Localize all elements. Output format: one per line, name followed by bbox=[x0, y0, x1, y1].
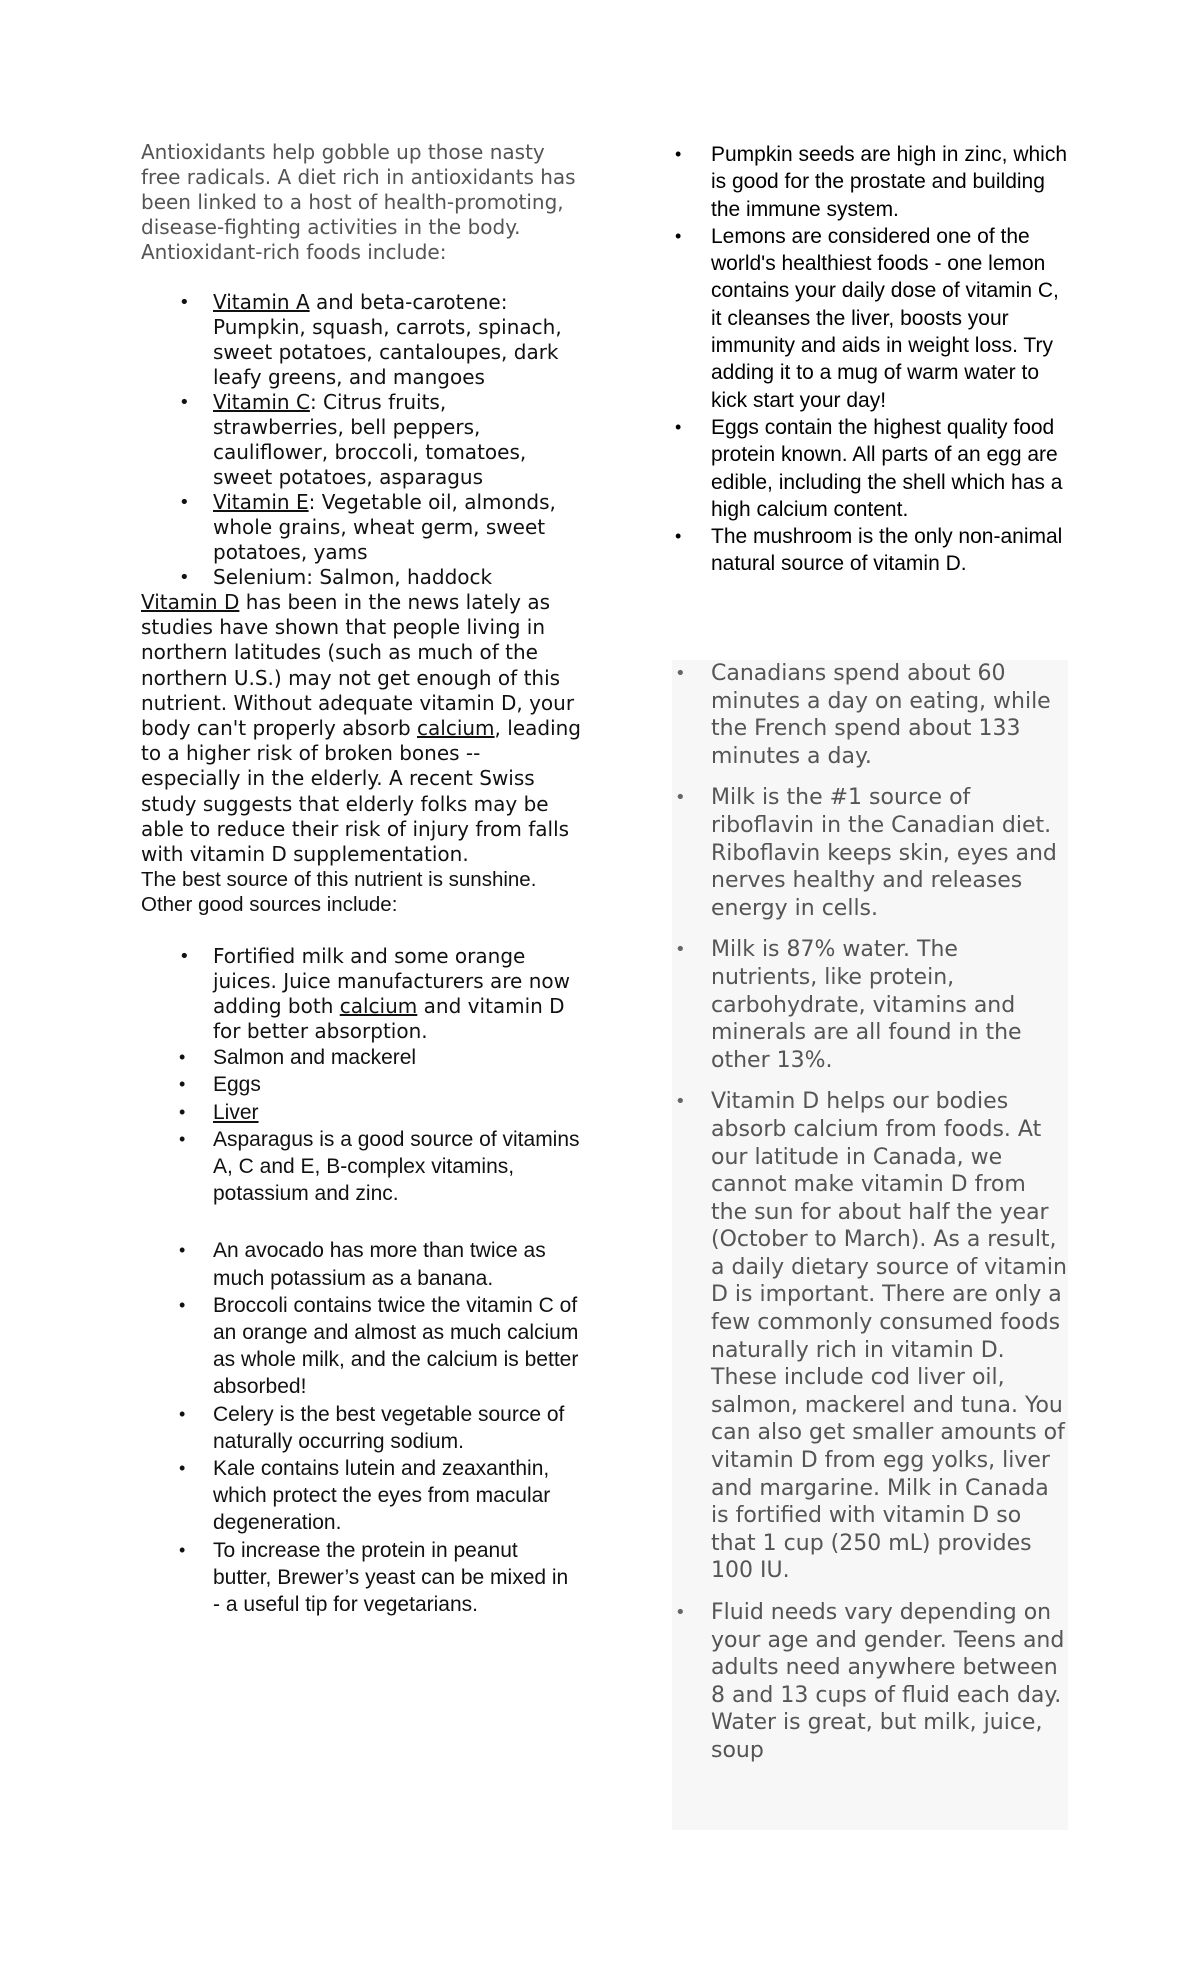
calcium-link[interactable]: calcium bbox=[417, 716, 495, 741]
canada-facts-list bbox=[672, 660, 1068, 1765]
list-item: • Eggs contain the highest quality food protein known. All parts of an egg are edible, including the shell which has a high calcium content. bbox=[711, 414, 1075, 523]
calcium-link[interactable]: calcium bbox=[339, 994, 418, 1019]
list-item: • Broccoli contains twice the vitamin C of an orange and almost as much calcium as whole milk, and the calcium is better absorbed! bbox=[213, 1292, 581, 1401]
list-item bbox=[213, 290, 581, 390]
vitamin-d-text-1: has been in the news lately as studies have shown that people living in northern latitudes (such as much of the northern U.S.) may not get enough of this nutrient. Without adequate vitamin D, your body can't properly absorb bbox=[141, 590, 575, 741]
list-item: • Celery is the best vegetable source of naturally occurring sodium. bbox=[213, 1401, 581, 1455]
best-source-paragraph: The best source of this nutrient is sunshine. Other good sources include: bbox=[141, 868, 537, 917]
list-item-text: and beta-carotene: Pumpkin, squash, carrots, spinach, sweet potatoes, cantaloupes, dark leafy greens, and mangoes bbox=[213, 290, 562, 389]
list-item: • Eggs bbox=[213, 1071, 581, 1098]
fortified-text-1: Fortified milk and some orange juices. Juice manufacturers are now adding both bbox=[213, 944, 570, 1019]
list-item-text: : Vegetable oil, almonds, whole grains, wheat germ, sweet potatoes, yams bbox=[213, 490, 556, 564]
vitamin-d-link[interactable]: Vitamin D bbox=[141, 590, 240, 614]
list-item: • Milk is the #1 source of riboflavin in the Canadian diet. Riboflavin keeps skin, eyes and nerves healthy and releases energy in cells. bbox=[711, 784, 1068, 922]
list-item: • Vitamin D helps our bodies absorb calcium from foods. At our latitude in Canada, we cannot make vitamin D from the sun for about half the year (October to March). As a result, a daily dietary source of vitamin D is important. There are only a few commonly consumed foods naturally rich in vitamin D. These include cod liver oil, salmon, mackerel and tuna. You can also get smaller amounts of vitamin D from egg yolks, liver and margarine. Milk in Canada is fortified with vitamin D so that 1 cup (250 mL) provides 100 IU. bbox=[711, 1088, 1068, 1585]
list-item: • Milk is 87% water. The nutrients, like protein, carbohydrate, vitamins and minerals are all found in the other 13%. bbox=[711, 936, 1068, 1074]
vitamin-e-link[interactable]: Vitamin E bbox=[213, 490, 309, 514]
list-item bbox=[213, 490, 581, 565]
list-item: • An avocado has more than twice as much potassium as a banana. bbox=[213, 1237, 581, 1291]
right-column bbox=[675, 141, 1075, 578]
list-item: • Kale contains lutein and zeaxanthin, which protect the eyes from macular degeneration. bbox=[213, 1455, 581, 1537]
vitamin-d-sources-list bbox=[141, 944, 581, 1207]
vitamin-d-text-2: , leading to a higher risk of broken bones -- especially in the elderly. A recent Swiss study suggests that elderly folks may be able to reduce their risk of injury from falls with vitamin D supplementation. bbox=[141, 716, 582, 867]
list-item: • Salmon and mackerel bbox=[213, 1044, 581, 1071]
fortified-text-2: and vitamin D for better absorption. bbox=[213, 994, 565, 1044]
list-item-text: : Citrus fruits, strawberries, bell peppers, cauliflower, broccoli, tomatoes, sweet potatoes, asparagus bbox=[213, 390, 527, 489]
list-item: • Pumpkin seeds are high in zinc, which is good for the prostate and building the immune system. bbox=[711, 141, 1075, 223]
liver-link[interactable]: Liver bbox=[213, 1100, 259, 1124]
spacer bbox=[141, 1207, 581, 1237]
list-item bbox=[213, 1099, 581, 1126]
list-item: • Asparagus is a good source of vitamins A, C and E, B-complex vitamins, potassium and zinc. bbox=[213, 1126, 581, 1208]
vitamin-c-link[interactable]: Vitamin C bbox=[213, 390, 310, 414]
right-facts-list bbox=[675, 141, 1075, 578]
list-item bbox=[213, 390, 581, 490]
canada-facts-box bbox=[672, 660, 1068, 1830]
intro-list-heading: Antioxidant-rich foods include: bbox=[141, 240, 447, 264]
list-item bbox=[213, 565, 581, 590]
antioxidants-intro bbox=[141, 140, 581, 265]
list-item bbox=[213, 944, 581, 1044]
list-item: • The mushroom is the only non-animal natural source of vitamin D. bbox=[711, 523, 1075, 578]
list-item: • Lemons are considered one of the world's healthiest foods - one lemon contains your daily dose of vitamin C, it cleanses the liver, boosts your immunity and aids in weight loss. Try adding it to a mug of warm water to kick start your day! bbox=[711, 223, 1075, 414]
food-facts-list bbox=[141, 1237, 581, 1618]
vitamin-d-paragraph bbox=[141, 590, 581, 867]
list-item: • Canadians spend about 60 minutes a day on eating, while the French spend about 133 minutes a day. bbox=[711, 660, 1068, 770]
vitamin-a-link[interactable]: Vitamin A bbox=[213, 290, 310, 314]
intro-text: Antioxidants help gobble up those nasty free radicals. A diet rich in antioxidants has been linked to a host of health-promoting, disease-fighting activities in the body. bbox=[141, 140, 576, 239]
list-item: • To increase the protein in peanut butter, Brewer’s yeast can be mixed in - a useful tip for vegetarians. bbox=[213, 1537, 581, 1619]
list-item: • Fluid needs vary depending on your age and gender. Teens and adults need anywhere between 8 and 13 cups of fluid each day. Water is great, but milk, juice, soup bbox=[711, 1599, 1068, 1765]
left-column bbox=[141, 140, 581, 1618]
antioxidant-foods-list bbox=[141, 290, 581, 590]
list-item-text: Selenium: Salmon, haddock bbox=[213, 565, 493, 589]
